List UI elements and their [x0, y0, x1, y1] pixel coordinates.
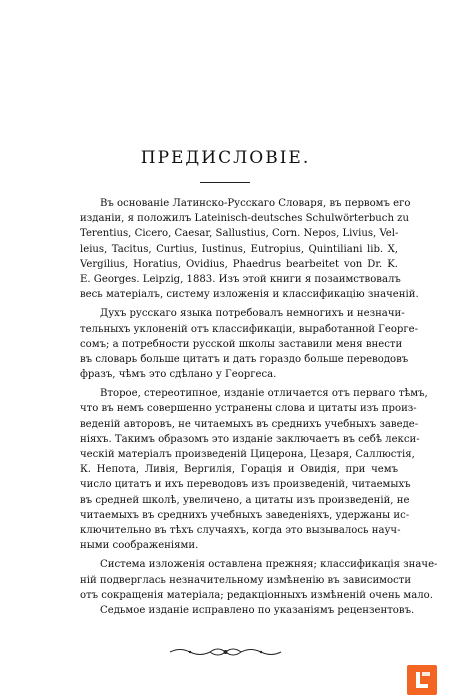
paragraph-3-line-3: веденій авторовъ, не читаемыхъ въ среднихъ учебныхъ заведе- [80, 418, 419, 430]
paragraph-2-line-4: въ словарь больше цитатъ и дать гораздо больше переводовъ [80, 353, 409, 365]
publisher-logo-icon [407, 665, 437, 695]
paragraph-3-line-11: ными соображеніями. [80, 540, 199, 552]
paragraph-3-line-8: въ средней школѣ, увеличено, а цитаты изъ произведеній, не [80, 494, 410, 506]
paragraph-2-line-2: тельныхъ уклоненій отъ классификаціи, выработанной Георге- [80, 323, 419, 335]
paragraph-3-line-7: число цитатъ и ихъ переводовъ изъ произведеній, читаемыхъ [80, 479, 411, 491]
paragraph-3-line-2: что въ немъ совершенно устранены слова и цитаты изъ произ- [80, 403, 417, 415]
paragraph-4-line-2: ній подверглась незначительному измѣненію въ зависимости [80, 574, 412, 586]
paragraph-3-line-4: ніяхъ. Такимъ образомъ это изданіе заключаетъ въ себѣ лекси- [80, 433, 420, 445]
title-underline [200, 182, 250, 183]
paragraph-1-line-1: Въ основаніе Латинско-Русскаго Словаря, въ первомъ его [100, 198, 411, 209]
paragraph-3-line-1: Второе, стереотипное, изданіе отличается отъ перваго тѣмъ, [100, 388, 428, 400]
paragraph-4-line-3: отъ сокращенія матеріала; редакціонныхъ измѣненій очень мало. [80, 589, 433, 601]
paragraph-1-line-4: leius, Tacitus, Curtius, Iustinus, Eutropius, Quintiliani lib. X, [80, 243, 398, 255]
paragraph-3-line-10: ключительно въ тѣхъ случаяхъ, когда это вызывалось науч- [80, 524, 401, 536]
paragraph-2-line-3: сомъ; а потребности русской школы заставили меня внести [80, 338, 403, 350]
paragraph-2-line-5: фразъ, чѣмъ это сдѣлано у Георгеса. [80, 369, 277, 381]
page-title: ПРЕДИСЛОВІЕ. [140, 148, 311, 168]
paragraph-1-line-5: Vergilius, Horatius, Ovidius, Phaedrus bearbeitet von Dr. K. [80, 258, 398, 270]
paragraph-3-line-6: К. Непота, Ливія, Вергилія, Горація и Овидія, при чемъ [80, 464, 398, 476]
paragraph-3-line-5: ческій матеріалъ произведеній Цицерона, Цезаря, Саллюстія, [80, 449, 415, 460]
paragraph-1-line-6: E. Georges. Leipzig, 1883. Изъ этой книги я позаимствовалъ [80, 273, 401, 285]
paragraph-2-line-1: Духъ русскаго языка потребовалъ немногихъ и незначи- [100, 308, 405, 320]
paragraph-3-line-9: читаемыхъ въ среднихъ учебныхъ заведеніяхъ, удержаны ис- [80, 509, 410, 521]
paragraph-4-line-1: Система изложенія оставлена прежняя; классификація значе- [100, 559, 438, 571]
decorative-divider-ornament-icon [168, 645, 283, 659]
paragraph-1-line-2: изданіи, я положилъ Lateinisch-deutsches Schulwörterbuch zu [80, 213, 409, 225]
paragraph-5-line-1: Седьмое изданіе исправлено по указаніямъ рецензентовъ. [100, 604, 415, 616]
paragraph-1-line-7: весь матеріалъ, систему изложенія и классификацію значеній. [80, 289, 419, 301]
preface-body [80, 196, 438, 618]
paragraph-1-line-3: Terentius, Cicero, Caesar, Sallustius, Corn. Nepos, Livius, Vel- [80, 228, 399, 240]
